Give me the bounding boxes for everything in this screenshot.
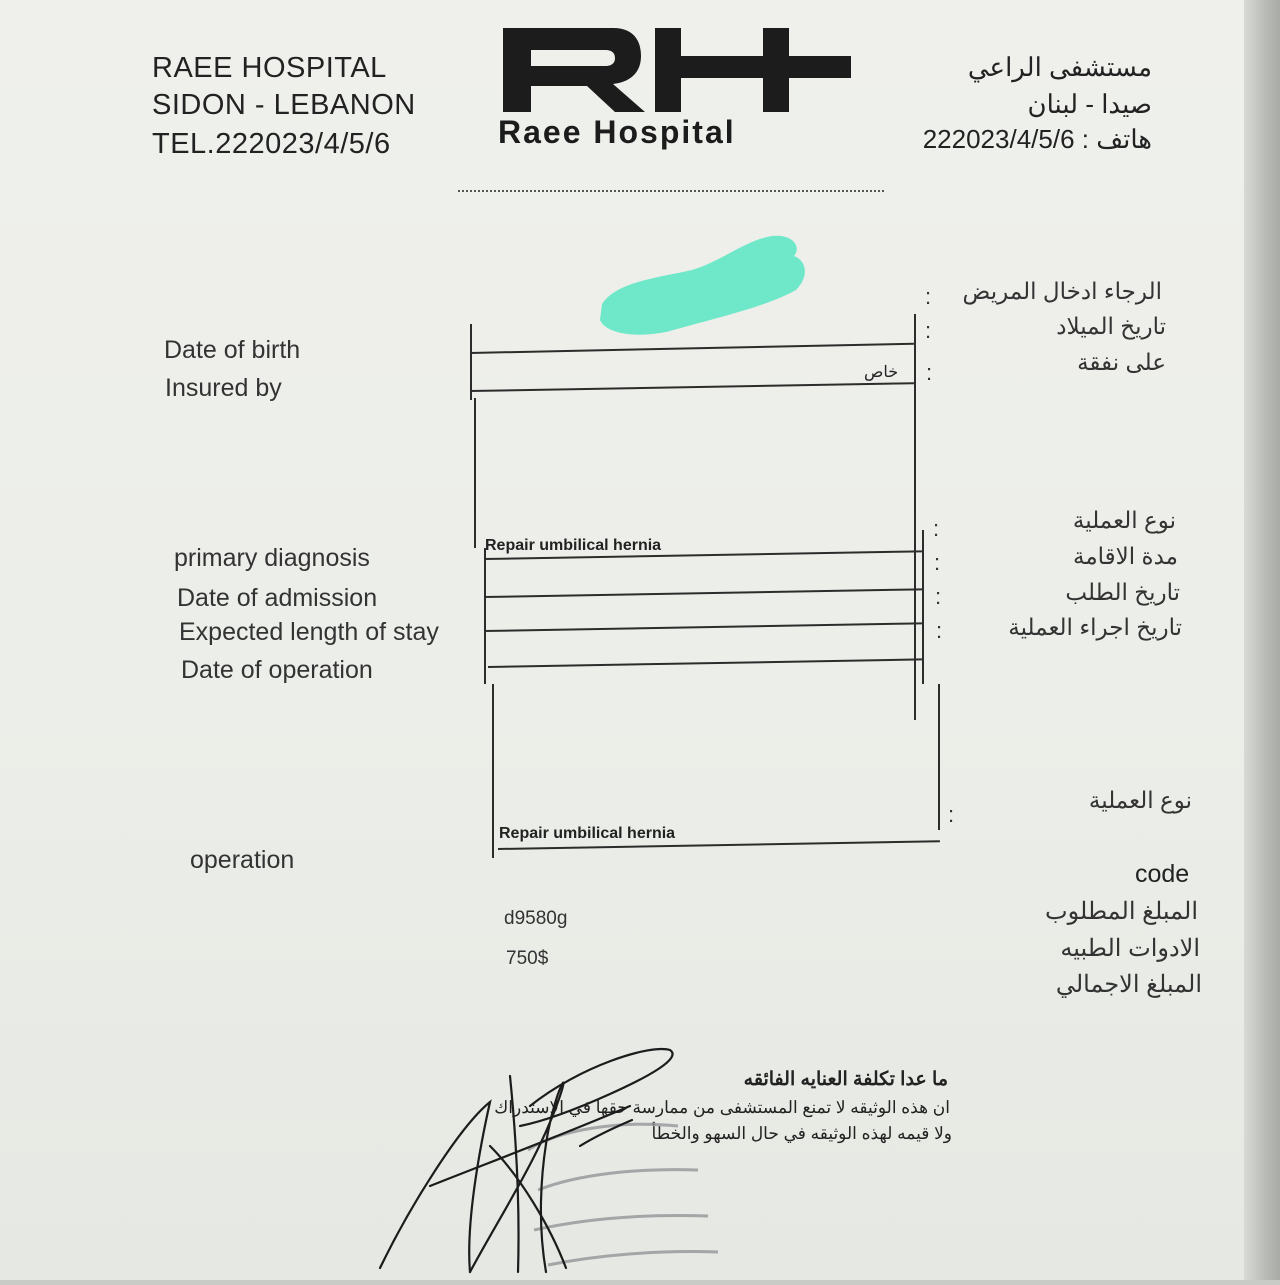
amount-value: 750$ (506, 948, 549, 969)
header-divider (458, 190, 884, 192)
hospital-city-ar: صيدا - لبنان (1027, 89, 1152, 119)
box-right-border (938, 684, 940, 830)
operation-value: Repair umbilical hernia (499, 825, 676, 842)
label-primary-diagnosis: primary diagnosis (174, 544, 370, 572)
hospital-city-en: SIDON - LEBANON (152, 89, 416, 121)
box-right-border (922, 530, 924, 684)
label-insured-by: Insured by (165, 374, 282, 402)
label-medical-tools-ar: الادوات الطبيه (1060, 935, 1200, 962)
label-length-of-stay-ar: مدة الاقامة (1073, 543, 1178, 569)
logo-wordmark: Raee Hospital (498, 114, 736, 150)
label-date-of-operation: Date of operation (181, 656, 373, 684)
colon-mark: : (948, 802, 955, 827)
colon-mark: : (935, 584, 942, 609)
label-date-of-birth: Date of birth (164, 336, 301, 364)
redaction-mark (596, 232, 812, 336)
box-left-border (470, 324, 472, 400)
hospital-name-ar: مستشفى الراعي (967, 52, 1152, 82)
page-edge-shadow (1244, 0, 1280, 1280)
code-value: d9580g (504, 908, 568, 929)
colon-mark: : (926, 360, 933, 385)
insured-by-value: خاص (864, 364, 899, 381)
hospital-tel-ar: هاتف : 222023/4/5/6 (922, 124, 1152, 154)
primary-diagnosis-value: Repair umbilical hernia (485, 537, 662, 554)
box-left-border (484, 548, 486, 684)
signature (370, 1036, 680, 1280)
label-operation: operation (190, 846, 295, 874)
box-left-border (492, 684, 494, 858)
colon-mark: : (934, 550, 941, 575)
note-title: ما عدا تكلفة العنايه الفائقه (743, 1069, 948, 1090)
label-operation-date-ar: تاريخ اجراء العملية (1008, 614, 1182, 640)
label-operation-ar: نوع العملية (1088, 787, 1192, 813)
label-code: code (1135, 860, 1190, 888)
hospital-name-en: RAEE HOSPITAL (152, 52, 387, 84)
label-dob-ar: تاريخ الميلاد (1056, 313, 1166, 339)
hospital-tel-en: TEL.222023/4/5/6 (152, 128, 391, 160)
label-expected-length: Expected length of stay (179, 618, 439, 646)
colon-mark: : (936, 618, 943, 643)
colon-mark: : (925, 284, 932, 309)
label-total-ar: المبلغ الاجمالي (1055, 971, 1202, 998)
label-insured-by-ar: على نفقة (1077, 349, 1166, 375)
label-admit-patient-ar: الرجاء ادخال المريض (962, 278, 1162, 304)
colon-mark: : (925, 318, 932, 343)
label-date-of-admission: Date of admission (177, 584, 378, 612)
box-left-border (474, 398, 476, 548)
note-line-1: ان هذه الوثيقه لا تمنع المستشفى من ممارسة حقها في الاستدراك (494, 1098, 950, 1117)
label-amount-ar: المبلغ المطلوب (1045, 898, 1198, 925)
note-line-2: ولا قيمه لهذه الوثيقه في حال السهو والخطأ (651, 1124, 952, 1143)
hospital-logo (495, 22, 865, 152)
label-operation-type-ar: نوع العملية (1072, 507, 1176, 533)
colon-mark: : (933, 516, 940, 541)
label-request-date-ar: تاريخ الطلب (1065, 579, 1180, 605)
